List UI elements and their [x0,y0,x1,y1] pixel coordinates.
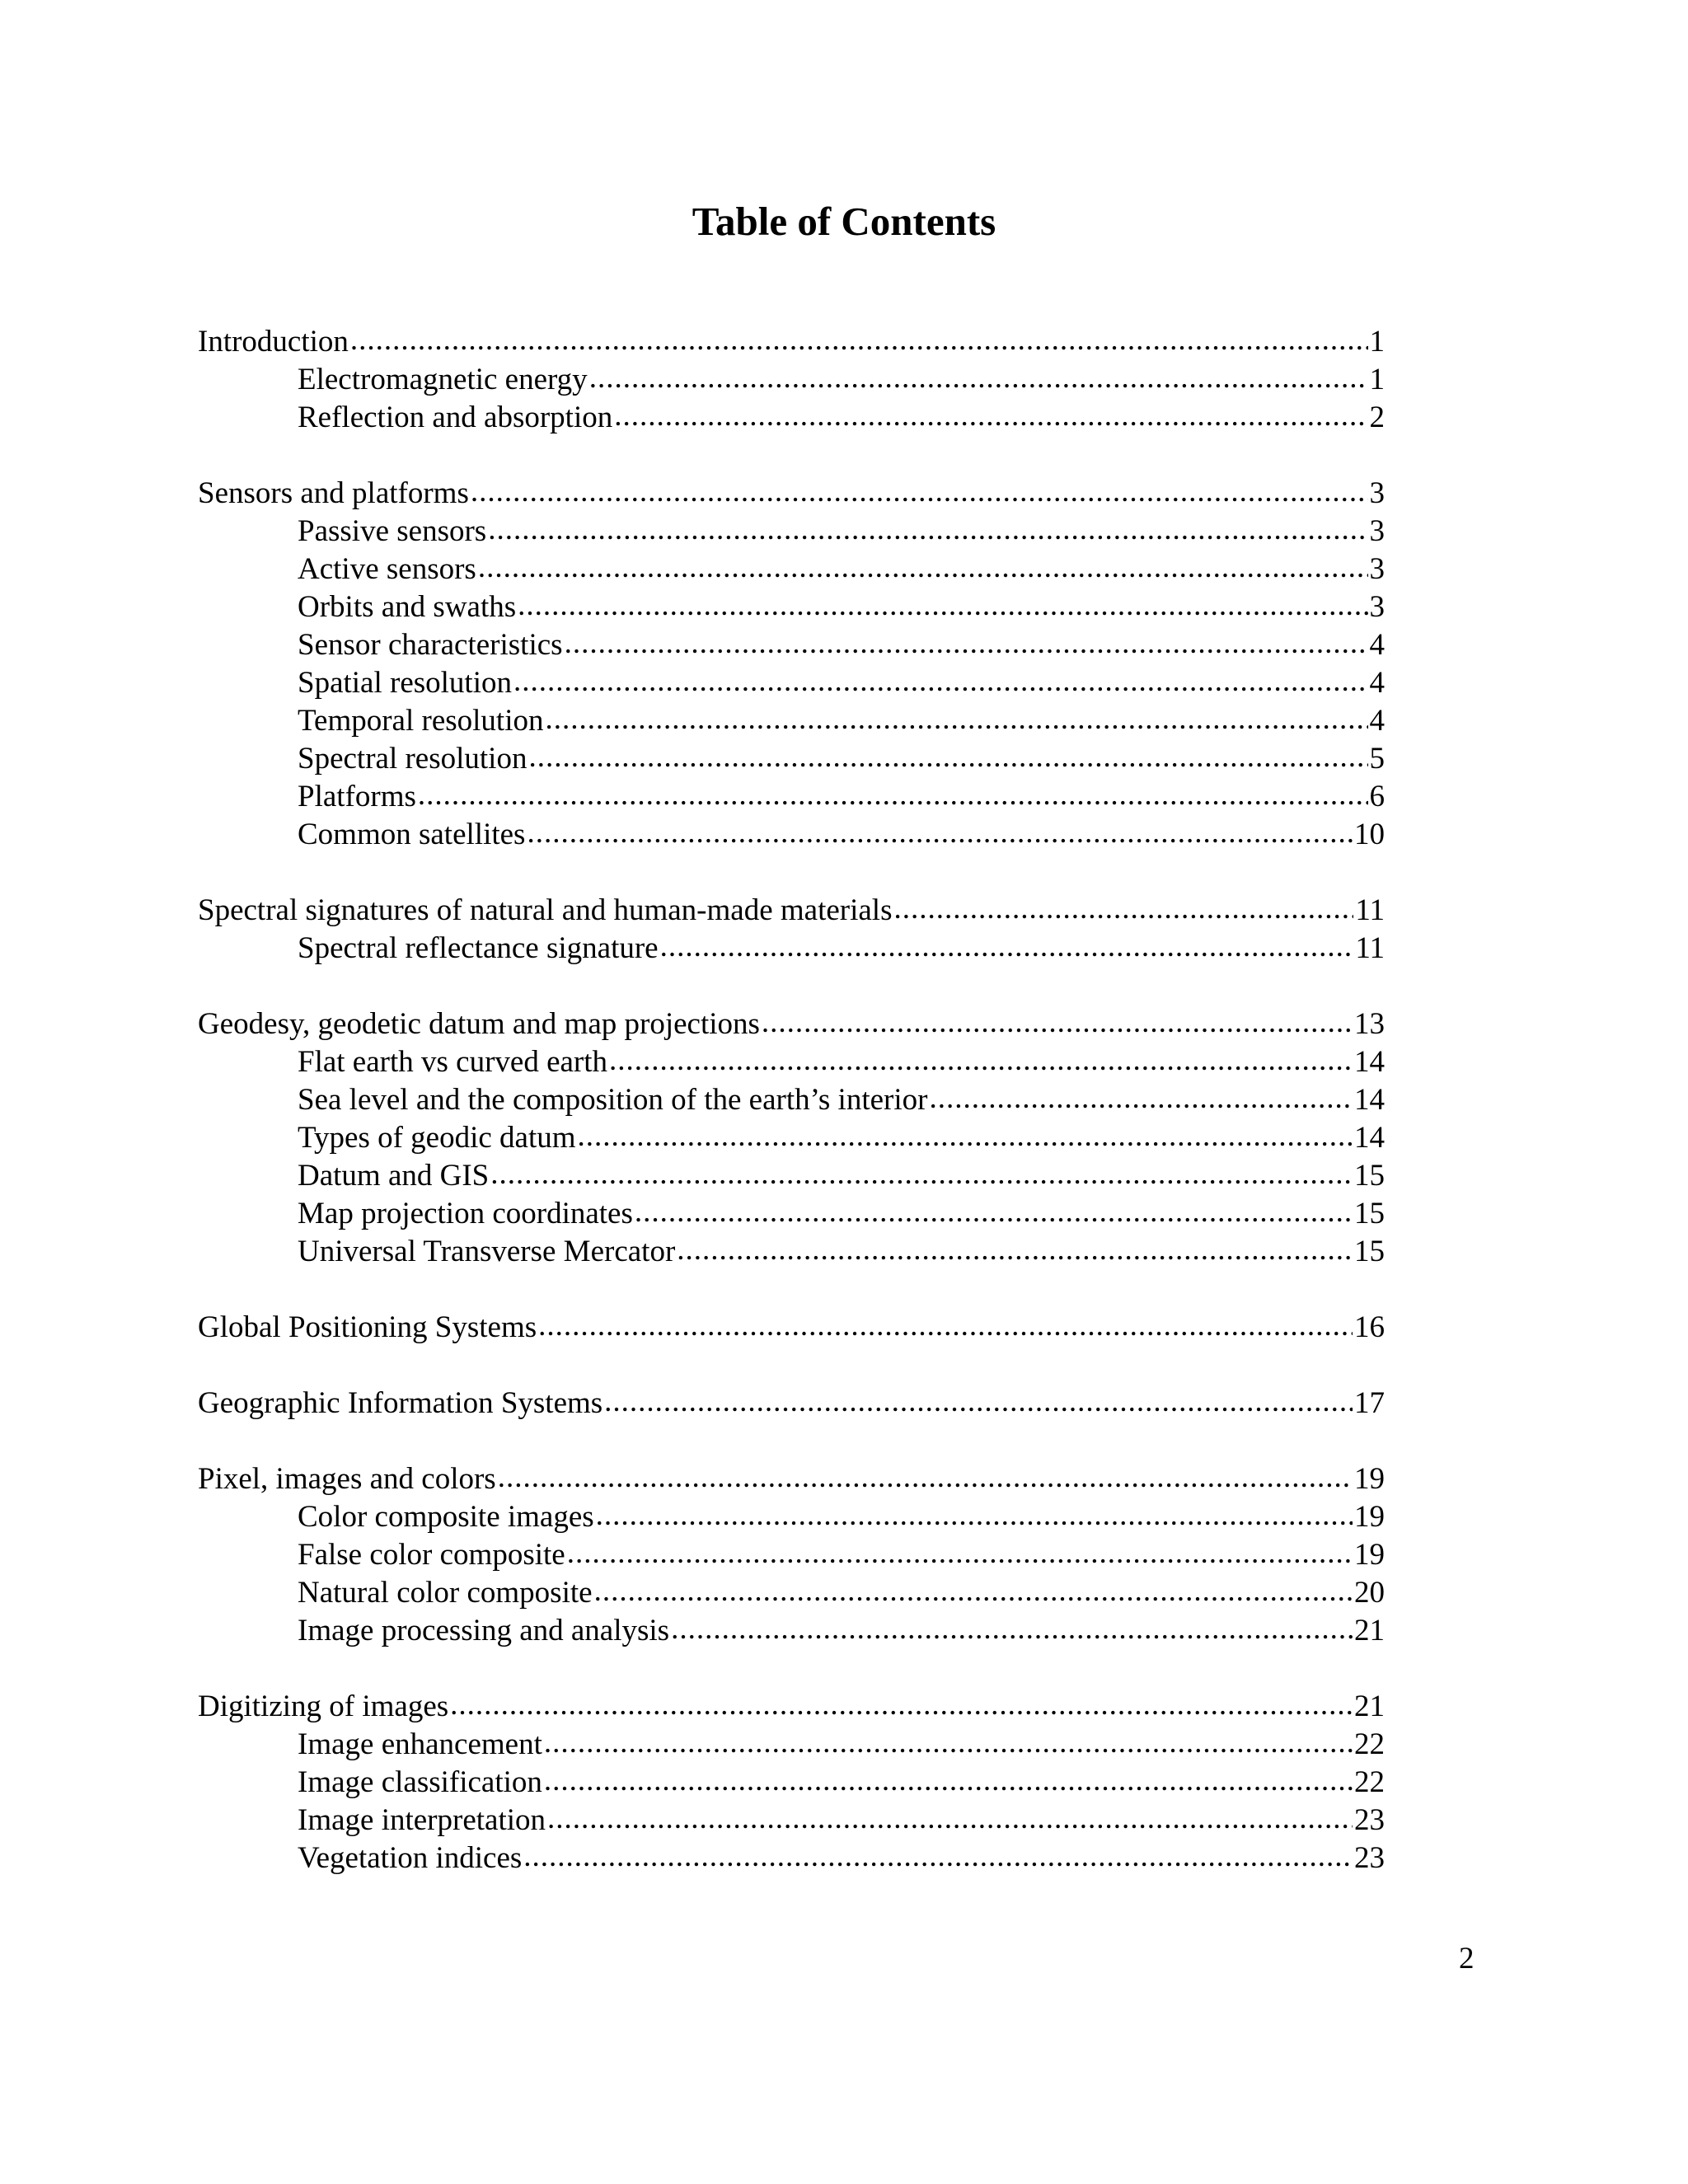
toc-subentry-page: 6 [1369,780,1385,813]
dot-leader [596,1497,1353,1535]
toc-subentry[interactable] [198,1195,1385,1233]
toc-subentry-page: 5 [1369,742,1385,776]
toc-subentry-title: Temporal resolution [298,704,544,738]
toc-subentry-title: Active sensors [298,552,476,586]
toc-subentry[interactable] [198,1081,1385,1119]
toc-subentry-page: 11 [1355,931,1385,965]
toc-entry[interactable] [198,892,1385,930]
toc-subentry-title: Sensor characteristics [298,628,563,662]
dot-leader [929,1080,1353,1118]
toc-subentry-title: Natural color composite [298,1576,593,1610]
toc-subentry[interactable] [198,1498,1385,1536]
toc-subentry[interactable] [198,816,1385,854]
toc-subentry[interactable] [198,1043,1385,1081]
toc-section [198,1460,1385,1650]
toc-subentry-page: 15 [1354,1159,1385,1193]
toc-subentry[interactable] [198,399,1385,437]
toc-entry[interactable] [198,1309,1385,1347]
toc-subentry-page: 22 [1354,1727,1385,1761]
toc-entry[interactable] [198,1385,1385,1422]
toc-subentry[interactable] [198,1802,1385,1840]
toc-subentry-page: 10 [1354,818,1385,851]
toc-subentry-page: 21 [1354,1614,1385,1647]
dot-leader [589,359,1368,397]
toc-subentry[interactable] [198,1764,1385,1802]
toc-subentry-title: Sea level and the composition of the earth’s interior [298,1083,928,1117]
toc-entry[interactable] [198,1005,1385,1043]
toc-subentry-title: Spectral reflectance signature [298,931,659,965]
dot-leader [544,1724,1353,1762]
toc-subentry[interactable] [198,588,1385,626]
toc-subentry-title: Electromagnetic energy [298,363,588,396]
toc-entry-page: 11 [1355,893,1385,927]
toc-subentry-title: Common satellites [298,818,526,851]
toc-entry-title: Geodesy, geodetic datum and map projections [198,1007,760,1041]
dot-leader [518,587,1367,625]
toc-subentry[interactable] [198,930,1385,968]
toc-subentry-page: 23 [1354,1841,1385,1875]
toc-subentry-title: Orbits and swaths [298,590,517,624]
toc-entry-page: 1 [1369,325,1385,359]
toc-subentry[interactable] [198,1536,1385,1574]
toc-entry-title: Digitizing of images [198,1690,449,1723]
dot-leader [527,814,1353,852]
dot-leader [614,397,1367,435]
dot-leader [893,890,1353,928]
toc-subentry[interactable] [198,740,1385,778]
dot-leader [565,625,1368,663]
toc-subentry-page: 19 [1354,1500,1385,1534]
dot-leader [498,1459,1353,1497]
toc-section [198,892,1385,968]
dot-leader [490,1155,1353,1193]
toc-subentry[interactable] [198,702,1385,740]
toc-entry-page: 17 [1354,1386,1385,1420]
dot-leader [471,473,1368,511]
dot-leader [528,738,1367,776]
toc-subentry[interactable] [198,1726,1385,1764]
toc-section [198,323,1385,437]
toc-entry-title: Introduction [198,325,349,359]
toc-subentry-page: 4 [1369,666,1385,700]
dot-leader [350,321,1368,359]
toc-subentry-page: 20 [1354,1576,1385,1610]
toc-subentry[interactable] [198,1574,1385,1612]
toc-entry-title: Geographic Information Systems [198,1386,603,1420]
toc-subentry-title: False color composite [298,1538,565,1572]
dot-leader [547,1800,1353,1838]
toc-section [198,1005,1385,1271]
dot-leader [538,1307,1353,1345]
toc-subentry-title: Datum and GIS [298,1159,490,1193]
toc-subentry-title: Universal Transverse Mercator [298,1235,676,1268]
toc-subentry-title: Map projection coordinates [298,1197,633,1230]
toc-entry-page: 3 [1369,476,1385,510]
toc-entry[interactable] [198,1688,1385,1726]
toc-subentry-page: 19 [1354,1538,1385,1572]
dot-leader [513,663,1368,701]
toc-section [198,1385,1385,1422]
toc-subentry-page: 15 [1354,1197,1385,1230]
dot-leader [450,1686,1353,1724]
dot-leader [545,701,1367,738]
toc-subentry-page: 22 [1354,1765,1385,1799]
toc-subentry-title: Spectral resolution [298,742,528,776]
dot-leader [544,1762,1353,1800]
toc-entry-page: 19 [1354,1462,1385,1496]
dot-leader [604,1383,1353,1421]
toc-subentry-page: 1 [1369,363,1385,396]
toc-subentry-page: 3 [1369,514,1385,548]
dot-leader [671,1610,1353,1648]
page-title: Table of Contents [692,199,996,244]
toc-subentry-page: 14 [1354,1121,1385,1155]
toc-subentry-title: Image interpretation [298,1803,546,1837]
dot-leader [762,1004,1353,1042]
toc-entry-title: Sensors and platforms [198,476,469,510]
toc-section [198,1688,1385,1877]
toc-subentry[interactable] [198,551,1385,588]
toc-subentry-page: 2 [1369,401,1385,434]
dot-leader [418,776,1368,814]
dot-leader [660,928,1354,966]
toc-subentry[interactable] [198,361,1385,399]
toc-subentry-title: Flat earth vs curved earth [298,1045,608,1079]
toc-subentry[interactable] [198,626,1385,664]
toc-subentry-page: 23 [1354,1803,1385,1837]
toc-subentry-title: Types of geodic datum [298,1121,576,1155]
toc-subentry[interactable] [198,1233,1385,1271]
toc-subentry-page: 14 [1354,1045,1385,1079]
toc-subentry-page: 4 [1369,628,1385,662]
toc-subentry[interactable] [198,513,1385,551]
toc-subentry[interactable] [198,1157,1385,1195]
toc-subentry-page: 3 [1369,590,1385,624]
toc-subentry[interactable] [198,1119,1385,1157]
toc-subentry[interactable] [198,778,1385,816]
toc-subentry-title: Passive sensors [298,514,487,548]
toc-entry-page: 13 [1354,1007,1385,1041]
toc-subentry[interactable] [198,1840,1385,1877]
toc-entry-title: Global Positioning Systems [198,1310,537,1344]
dot-leader [677,1231,1353,1269]
toc-subentry-title: Platforms [298,780,416,813]
toc-subentry-page: 14 [1354,1083,1385,1117]
toc-subentry-title: Color composite images [298,1500,594,1534]
toc-subentry-page: 15 [1354,1235,1385,1268]
dot-leader [578,1118,1353,1155]
toc-subentry-page: 4 [1369,704,1385,738]
toc-entry-title: Spectral signatures of natural and human-made materials [198,893,893,927]
dot-leader [635,1193,1353,1231]
toc-subentry-title: Vegetation indices [298,1841,523,1875]
toc-subentry-title: Image classification [298,1765,542,1799]
dot-leader [488,511,1367,549]
toc-entry[interactable] [198,323,1385,361]
toc-subentry[interactable] [198,664,1385,702]
toc-section [198,1309,1385,1347]
toc-entry-page: 21 [1354,1690,1385,1723]
toc-entry-title: Pixel, images and colors [198,1462,496,1496]
toc-entry[interactable] [198,475,1385,513]
toc-entry-page: 16 [1354,1310,1385,1344]
toc-subentry-title: Image enhancement [298,1727,542,1761]
dot-leader [478,549,1368,587]
toc-subentry-page: 3 [1369,552,1385,586]
page-number: 2 [1459,1942,1475,1975]
dot-leader [567,1535,1353,1572]
toc-subentry[interactable] [198,1612,1385,1650]
dot-leader [594,1572,1353,1610]
toc-entry[interactable] [198,1460,1385,1498]
dot-leader [523,1838,1353,1876]
toc-subentry-title: Image processing and analysis [298,1614,670,1647]
toc-subentry-title: Spatial resolution [298,666,512,700]
table-of-contents [198,323,1385,1915]
toc-subentry-title: Reflection and absorption [298,401,613,434]
toc-section [198,475,1385,854]
dot-leader [609,1042,1353,1080]
